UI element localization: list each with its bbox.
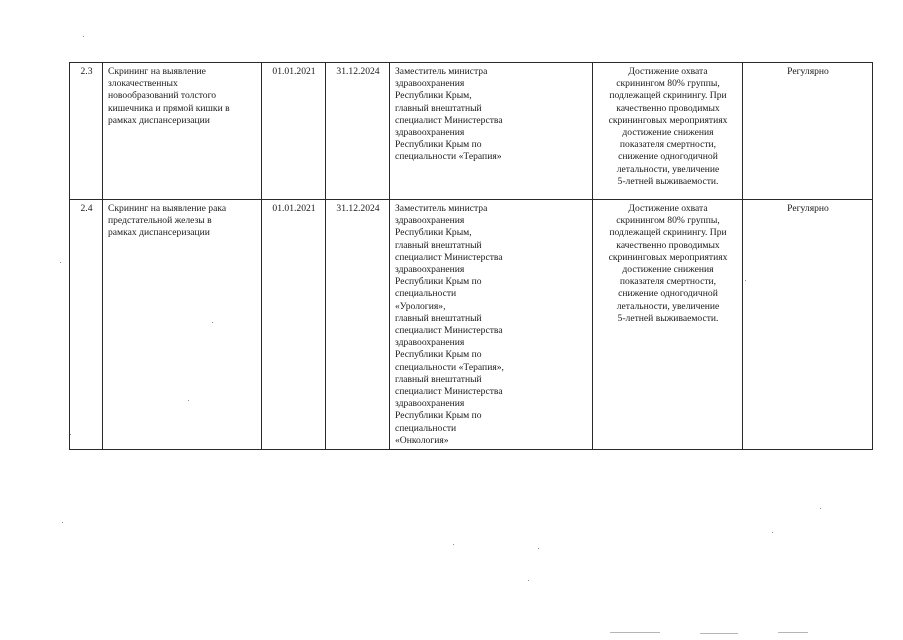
scan-speck <box>528 580 529 581</box>
cell-text-line: скринингом 80% группы, <box>616 215 720 227</box>
cell-text-line: здравоохранения <box>395 398 465 410</box>
scan-speck <box>212 322 213 323</box>
cell-text-line: Заместитель министра <box>395 66 488 77</box>
cell-text-line: специальности «Терапия» <box>395 151 502 163</box>
scan-speck <box>745 280 746 281</box>
scan-speck <box>60 262 61 263</box>
frequency-cell: Регулярно <box>743 63 873 200</box>
screening-plan-table <box>69 62 873 450</box>
scan-speck <box>453 544 454 545</box>
cell-text-line: здравоохранения <box>395 264 465 276</box>
cell-text-line: показателя смертности, <box>619 276 717 288</box>
scan-edge-mark <box>700 633 738 634</box>
cell-text-line: специалист Министерства <box>395 386 503 398</box>
cell-text-line: скринингом 80% группы, <box>616 78 720 90</box>
cell-text-line: Республики Крым по <box>395 410 482 422</box>
scan-speck <box>62 522 63 523</box>
scan-edge-mark <box>610 632 660 633</box>
row-number-cell: 2.4 <box>70 200 103 450</box>
cell-text-line: показателя смертности, <box>619 139 717 151</box>
cell-text-line: здравоохранения <box>395 127 465 139</box>
cell-text-line: 5-летней выживаемости. <box>617 312 719 324</box>
cell-text-line: снижение одногодичной <box>618 288 718 300</box>
cell-text-line: 5-летней выживаемости. <box>617 175 719 187</box>
end-date-cell: 31.12.2024 <box>326 200 390 450</box>
cell-text-line: «Онкология» <box>395 434 449 446</box>
cell-text-line: главный внештатный <box>395 239 482 251</box>
cell-text-line: рамках диспансеризации <box>108 114 210 126</box>
cell-text-line: подлежащей скринингу. При <box>609 227 727 239</box>
table-row <box>70 63 873 200</box>
cell-text-line: специальности <box>395 288 457 300</box>
cell-text-line: здравоохранения <box>395 78 465 90</box>
cell-text-line: Республики Крым по <box>395 139 482 151</box>
frequency-cell: Регулярно <box>743 200 873 450</box>
cell-text-line: специальности «Терапия», <box>395 361 504 373</box>
cell-text-line: скрининговых мероприятиях <box>608 251 728 263</box>
cell-text-line: Республики Крым, <box>395 90 472 102</box>
scan-speck <box>83 36 84 37</box>
cell-text-line: специалист Министерства <box>395 325 503 337</box>
cell-text-line: качественно проводимых <box>616 102 720 114</box>
cell-text-line: качественно проводимых <box>616 239 720 251</box>
cell-text-line: снижение одногодичной <box>618 151 718 163</box>
cell-text-line: главный внештатный <box>395 312 482 324</box>
cell-text-line: летальности, увеличение <box>616 300 720 312</box>
scan-edge-mark <box>778 632 808 633</box>
cell-text-line: злокачественных <box>108 78 178 90</box>
cell-text-line: скрининговых мероприятиях <box>608 114 728 126</box>
cell-text-line: Скрининг на выявление рака <box>108 203 227 214</box>
cell-text-line: здравоохранения <box>395 215 465 227</box>
cell-text-line: предстательной железы в <box>108 215 212 227</box>
responsible-cell <box>390 63 593 200</box>
cell-text-line: достижение снижения <box>622 264 714 276</box>
table-body <box>70 63 873 450</box>
cell-text-line: специалист Министерства <box>395 114 503 126</box>
measure-name-cell <box>103 63 262 200</box>
cell-text-line: достижение снижения <box>622 127 714 139</box>
measure-name-cell <box>103 200 262 450</box>
start-date-cell: 01.01.2021 <box>262 200 326 450</box>
scan-speck <box>188 400 189 401</box>
cell-text-line: Достижение охвата <box>628 66 708 77</box>
row-number-cell: 2.3 <box>70 63 103 200</box>
cell-text-line: главный внештатный <box>395 373 482 385</box>
cell-text-line: Республики Крым, <box>395 227 472 239</box>
cell-text-line: специалист Министерства <box>395 251 503 263</box>
scan-speck <box>538 548 539 549</box>
cell-text-line: «Урология», <box>395 300 446 312</box>
cell-text-line: новообразований толстого <box>108 90 217 102</box>
start-date-cell: 01.01.2021 <box>262 63 326 200</box>
end-date-cell: 31.12.2024 <box>326 63 390 200</box>
cell-text-line: здравоохранения <box>395 337 465 349</box>
cell-text-line: Республики Крым по <box>395 349 482 361</box>
expected-result-cell <box>593 200 743 450</box>
cell-text-line: Республики Крым по <box>395 276 482 288</box>
cell-text-line: Скрининг на выявление <box>108 66 206 77</box>
cell-text-line: главный внештатный <box>395 102 482 114</box>
cell-text-line: кишечника и прямой кишки в <box>108 102 230 114</box>
cell-text-line: Достижение охвата <box>628 203 708 214</box>
cell-text-line: Заместитель министра <box>395 203 488 214</box>
cell-text-line: специальности <box>395 422 457 434</box>
scan-speck <box>70 434 71 435</box>
expected-result-cell <box>593 63 743 200</box>
cell-text-line: летальности, увеличение <box>616 163 720 175</box>
scan-speck <box>772 532 773 533</box>
cell-text-line: подлежащей скринингу. При <box>609 90 727 102</box>
scan-speck <box>820 508 821 509</box>
responsible-cell <box>390 200 593 450</box>
cell-text-line: рамках диспансеризации <box>108 227 210 239</box>
table-row <box>70 200 873 450</box>
